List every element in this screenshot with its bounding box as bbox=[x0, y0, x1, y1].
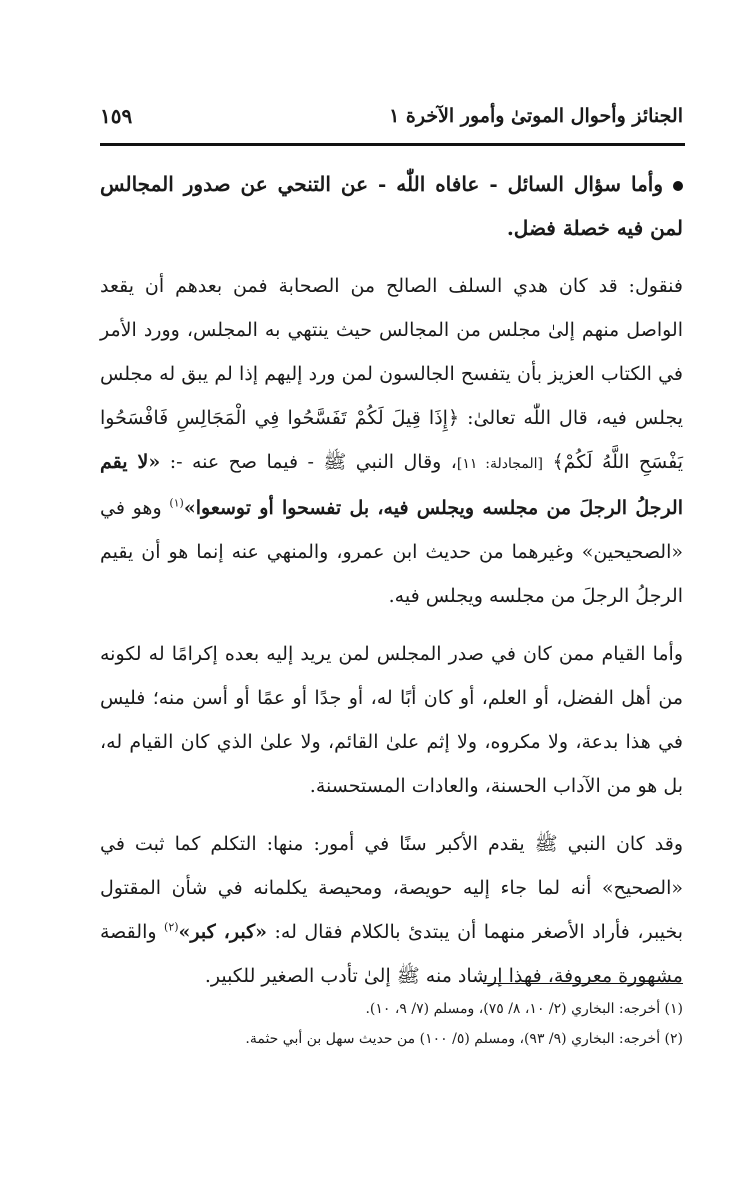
question-text: وأما سؤال السائل - عافاه اللّٰه - عن التنحي عن صدور المجالس لمن فيه خصلة فضل. bbox=[100, 172, 683, 240]
answer-1-text: فنقول: قد كان هدي السلف الصالح من الصحابة فمن بعدهم أن يقعد الواصل منهم إلىٰ مجلس من المجالس حيث ينتهي به المجلس، وورد الأمر في الكتاب العزيز بأن يتفسح الجالسون لمن ورد إليهم إذا لم يبق له مجلس يجلس فيه، قال اللّٰه تعالىٰ: ﴿إِذَا قِيلَ لَكُمْ تَفَسَّحُوا فِي الْمَجَالِسِ فَافْسَحُوا يَفْسَحِ اللَّهُ لَكُمْ﴾ bbox=[100, 275, 684, 473]
answer-1-text-cont: ، وقال النبي ﷺ - فيما صح عنه -: bbox=[169, 451, 457, 473]
footnote-marker-2[interactable]: (٢) bbox=[164, 920, 179, 934]
verse-reference: [المجادلة: ١١] bbox=[456, 456, 544, 472]
answer-paragraph-1 bbox=[100, 264, 683, 618]
page-body bbox=[100, 162, 683, 1012]
answer-3-text-end: والقصة مشهورة معروفة، فهذا إرشاد منه ﷺ إلىٰ تأدب الصغير للكبير. bbox=[100, 921, 683, 987]
page-number: ١٥٩ bbox=[100, 104, 133, 128]
answer-paragraph-3 bbox=[100, 822, 683, 998]
hadith-quote: «لا يقم الرجلُ الرجلَ من مجلسه ويجلس فيه، بل تفسحوا أو توسعوا» bbox=[100, 451, 683, 519]
header-rule bbox=[100, 143, 685, 146]
answer-2-text: وأما القيام ممن كان في صدر المجلس لمن يريد إليه بعده إكرامًا له لكونه من أهل الفضل، أو العلم، أو كان أبًا له، أو جدًا أو عمًا أو أسن منه؛ فليس في هذا بدعة، ولا مكروه، ولا إثم علىٰ القائم، ولا علىٰ الذي كان القيام له، بل هو من الآداب الحسنة، والعادات المستحسنة. bbox=[100, 643, 683, 797]
footnote-2: (٢) أخرجه: البخاري (٩/ ٩٣)، ومسلم (٥/ ١٠٠) من حديث سهل بن أبي حثمة. bbox=[245, 1031, 683, 1047]
answer-1-text-end: وهو في «الصحيحين» وغيرهما من حديث ابن عمرو، والمنهي عنه إنما هو أن يقيم الرجلُ الرجلَ من مجلسه ويجلس فيه. bbox=[100, 497, 683, 607]
footnotes bbox=[100, 994, 683, 1054]
answer-3-text: وقد كان النبي ﷺ يقدم الأكبر سنًا في أمور: منها: التكلم كما ثبت في «الصحيح» أنه لما جاء إليه حويصة، ومحيصة يكلمانه في شأن المقتول بخيبر، فأراد الأصغر منهما أن يبتدئ بالكلام فقال له: bbox=[100, 833, 683, 943]
header-title: الجنائز وأحوال الموتىٰ وأمور الآخرة ١ bbox=[389, 105, 683, 127]
footnote-1: (١) أخرجه: البخاري (٢/ ١٠، ٨/ ٧٥)، ومسلم (٧/ ٩، ١٠). bbox=[365, 1001, 683, 1017]
question-paragraph bbox=[100, 162, 683, 250]
kabbir-quote: «كبر، كبر» bbox=[178, 921, 267, 943]
footnote-rule bbox=[483, 983, 683, 984]
bullet-icon bbox=[673, 181, 683, 191]
running-header bbox=[100, 96, 683, 136]
footnote-marker-1[interactable]: (١) bbox=[169, 496, 184, 510]
answer-paragraph-2 bbox=[100, 632, 683, 808]
